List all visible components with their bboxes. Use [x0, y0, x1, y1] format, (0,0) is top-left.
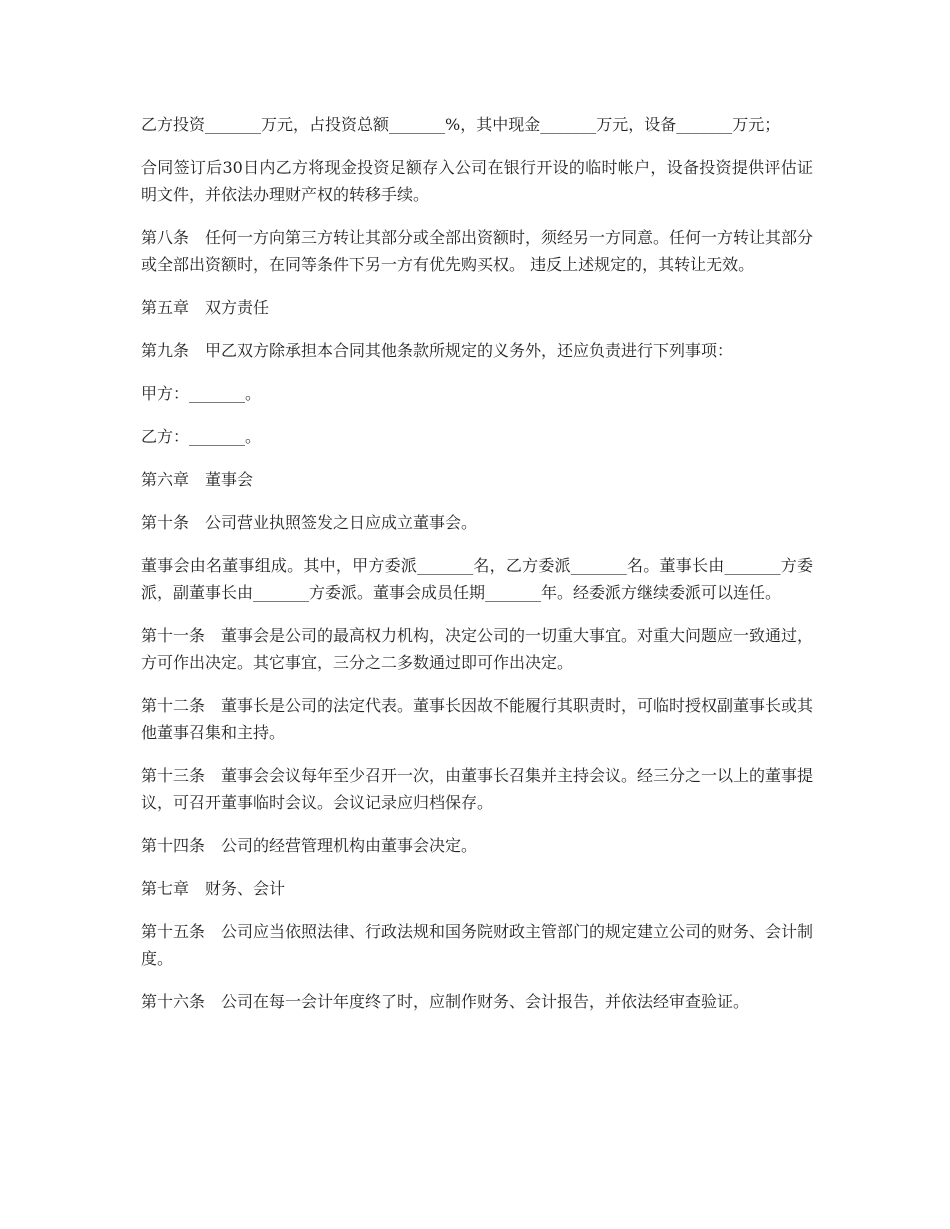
party-b-duties: 乙方：_______。	[141, 427, 262, 446]
article-13: 第十三条 董事会会议每年至少召开一次，由董事长召集并主持会议。经三分之一以上的董事提议，可召开董事临时会议。会议记录应归档保存。	[141, 766, 814, 812]
article-8: 第八条 任何一方向第三方转让其部分或全部出资额时，须经另一方同意。任何一方转让其部分或全部出资额时，在同等条件下另一方有优先购买权。 违反上述规定的，其转让无效。	[141, 228, 814, 274]
chapter-7-heading: 第七章 财务、会计	[141, 879, 286, 898]
article-15: 第十五条 公司应当依照法律、行政法规和国务院财政主管部门的规定建立公司的财务、会计制度。	[141, 922, 814, 968]
article-11: 第十一条 董事会是公司的最高权力机构，决定公司的一切重大事宜。对重大问题应一致通过，方可作出决定。其它事宜，三分之二多数通过即可作出决定。	[141, 626, 814, 672]
article-9: 第九条 甲乙双方除承担本合同其他条款所规定的义务外，还应负责进行下列事项：	[141, 341, 734, 360]
article-12: 第十二条 董事长是公司的法定代表。董事长因故不能履行其职责时，可临时授权副董事长或其他董事召集和主持。	[141, 696, 814, 742]
document-body	[141, 111, 813, 1031]
article-14: 第十四条 公司的经营管理机构由董事会决定。	[141, 836, 478, 855]
article-16: 第十六条 公司在每一会计年度终了时，应制作财务、会计报告，并依法经审查验证。	[141, 992, 750, 1011]
paragraph-investment-party-b: 乙方投资_______万元，占投资总额_______%，其中现金_______万元，设备_______万元；	[141, 115, 781, 134]
article-10: 第十条 公司营业执照签发之日应成立董事会。	[141, 513, 478, 532]
chapter-5-heading: 第五章 双方责任	[141, 298, 270, 317]
board-composition: 董事会由名董事组成。其中，甲方委派_______名，乙方委派_______名。董事长由_______方委派，副董事长由_______方委派。董事会成员任期_______年。经委派方继续委派可以连任。	[141, 556, 813, 602]
chapter-6-heading: 第六章 董事会	[141, 470, 254, 489]
paragraph-cash-deposit: 合同签订后30日内乙方将现金投资足额存入公司在银行开设的临时帐户，设备投资提供评估证明文件，并依法办理财产权的转移手续。	[141, 158, 813, 204]
party-a-duties: 甲方：_______。	[141, 384, 262, 403]
